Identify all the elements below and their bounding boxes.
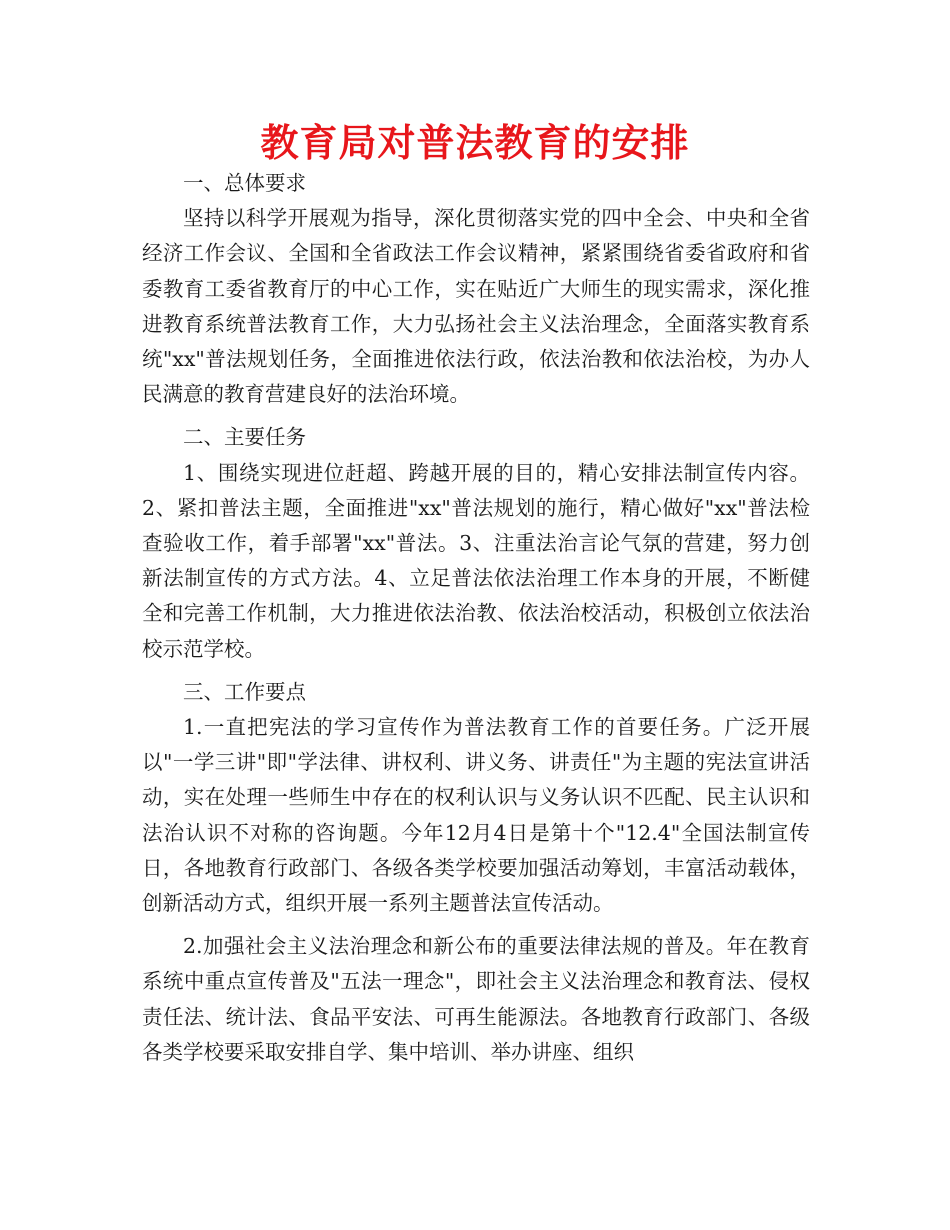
paragraph-gap <box>142 667 810 675</box>
paragraph-main-tasks: 1、围绕实现进位赶超、跨越开展的目的，精心安排法制宣传内容。2、紧扣普法主题，全面推进"xx"普法规划的施行，精心做好"xx"普法检查验收工作，着手部署"xx"普法。3、注重法治言论气氛的营建，努力创新法制宣传的方式方法。4、立足普法依法治理工作本身的开展，不断健全和完善工作机制，大力推进依法治教、依法治校活动，积极创立依法治校示范学校。 <box>142 460 810 661</box>
section-heading-main-tasks: 二、主要任务 <box>183 425 306 450</box>
document-title: 教育局对普法教育的安排 <box>260 121 690 165</box>
paragraph-gap <box>142 921 810 929</box>
paragraph-work-point-2: 2.加强社会主义法治理念和新公布的重要法律法规的普及。年在教育系统中重点宣传普及"五法一理念"，即社会主义法治理念和教育法、侵权责任法、统计法、食品平安法、可再生能源法。各地教育行政部门、各级各类学校要采取安排自学、集中培训、举办讲座、组织 <box>142 934 810 1064</box>
section-heading-overall-requirements: 一、总体要求 <box>183 171 306 195</box>
paragraph-overall-requirements: 坚持以科学开展观为指导，深化贯彻落实党的四中全会、中央和全省经济工作会议、全国和全省政法工作会议精神，紧紧围绕省委省政府和省委教育工委省教育厅的中心工作，实在贴近广大师生的现实需求，深化推进教育系统普法教育工作，大力弘扬社会主义法治理念，全面落实教育系统"xx"普法规划任务，全面推进依法行政，依法治教和依法治校，为办人民满意的教育营建良好的法治环境。 <box>142 206 810 407</box>
document-body <box>142 166 810 1070</box>
paragraph-work-point-1: 1.一直把宪法的学习宣传作为普法教育工作的首要任务。广泛开展以"一学三讲"即"学法律、讲权利、讲义务、讲责任"为主题的宪法宣讲活动，实在处理一些师生中存在的权利认识与义务认识不匹配、民主认识和法治认识不对称的咨询题。今年12月4日是第十个"12.4"全国法制宣传日，各地教育行政部门、各级各类学校要加强活动筹划，丰富活动载体，创新活动方式，组织开展一系列主题普法宣传活动。 <box>142 715 810 916</box>
section-heading-work-points: 三、工作要点 <box>183 679 306 704</box>
paragraph-gap <box>142 412 810 420</box>
